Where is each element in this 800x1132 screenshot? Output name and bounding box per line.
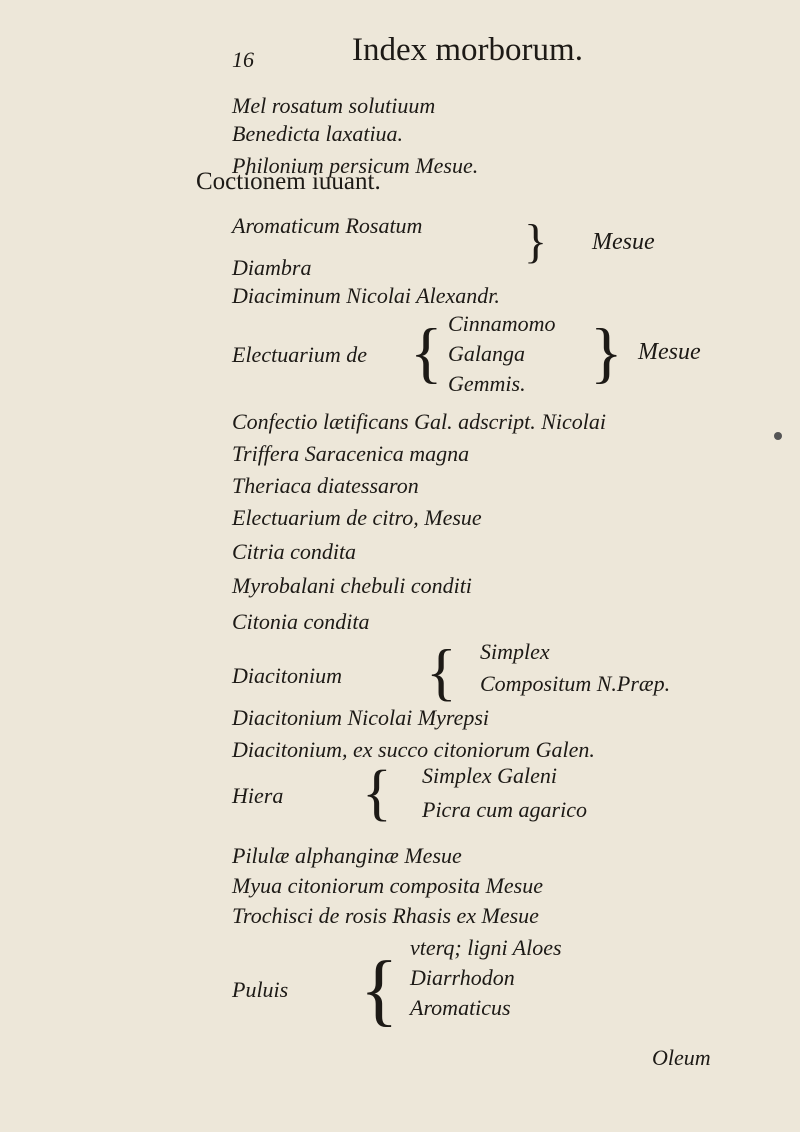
entry-line: Benedicta laxatiua. <box>232 121 404 146</box>
entry-line: Gemmis. <box>448 371 526 396</box>
entry-line: Diacitonium Nicolai Myrepsi <box>232 705 490 730</box>
entry-line: Mel rosatum solutiuum <box>232 93 436 118</box>
entry-line: Diacitonium, ex succo citoniorum Galen. <box>232 737 595 762</box>
entry-line: Aromaticus <box>410 995 511 1020</box>
brace-left: { <box>426 636 457 707</box>
entry-line: Electuarium de <box>232 342 368 367</box>
page-number: 16 <box>232 47 254 72</box>
entry-line: Cinnamomo <box>448 311 556 336</box>
brace-left: { <box>410 314 443 390</box>
entry-line: Diambra <box>232 255 312 280</box>
entry-line: Simplex <box>480 639 550 664</box>
entry-line: Myrobalani chebuli conditi <box>232 573 472 598</box>
page-title: Index morborum. <box>352 32 583 68</box>
entry-line: Pilulæ alphanginæ Mesue <box>232 843 462 868</box>
catchword: Oleum <box>652 1045 711 1070</box>
entry-attribution: Mesue <box>592 229 655 255</box>
entry-line: Triffera Saracenica magna <box>232 441 470 466</box>
entry-line: Compositum N.Præp. <box>480 671 671 696</box>
entry-line: Citria condita <box>232 539 357 564</box>
entry-line: Simplex Galeni <box>422 763 558 788</box>
ink-spot <box>774 432 782 440</box>
entry-line: Aromaticum Rosatum <box>232 213 423 238</box>
entry-line: Diacitonium <box>232 663 342 688</box>
brace-right: } <box>590 314 623 390</box>
entry-line: Citonia condita <box>232 609 370 634</box>
entry-line: Picra cum agarico <box>422 797 587 822</box>
brace-left: { <box>360 946 399 1034</box>
entry-line: Puluis <box>232 977 289 1002</box>
brace-right: } <box>524 215 548 268</box>
entry-line: Electuarium de citro, Mesue <box>232 505 482 530</box>
entry-line: Diarrhodon <box>410 965 515 990</box>
entry-line: Trochisci de rosis Rhasis ex Mesue <box>232 903 539 928</box>
entry-line: Philonium persicum Mesue. <box>232 153 479 178</box>
entry-line: Hiera <box>232 783 284 808</box>
entry-attribution: Mesue <box>638 339 701 365</box>
entry-line: Diaciminum Nicolai Alexandr. <box>232 283 500 308</box>
brace-left: { <box>362 759 392 827</box>
entry-line: Myua citoniorum composita Mesue <box>232 873 543 898</box>
entry-line: vterq; ligni Aloes <box>410 935 562 960</box>
entry-line: Galanga <box>448 341 525 366</box>
entry-line: Theriaca diatessaron <box>232 473 419 498</box>
section-heading: Coctionem iuuant. <box>196 168 381 195</box>
entry-line: Confectio lætificans Gal. adscript. Nicolai <box>232 409 606 434</box>
